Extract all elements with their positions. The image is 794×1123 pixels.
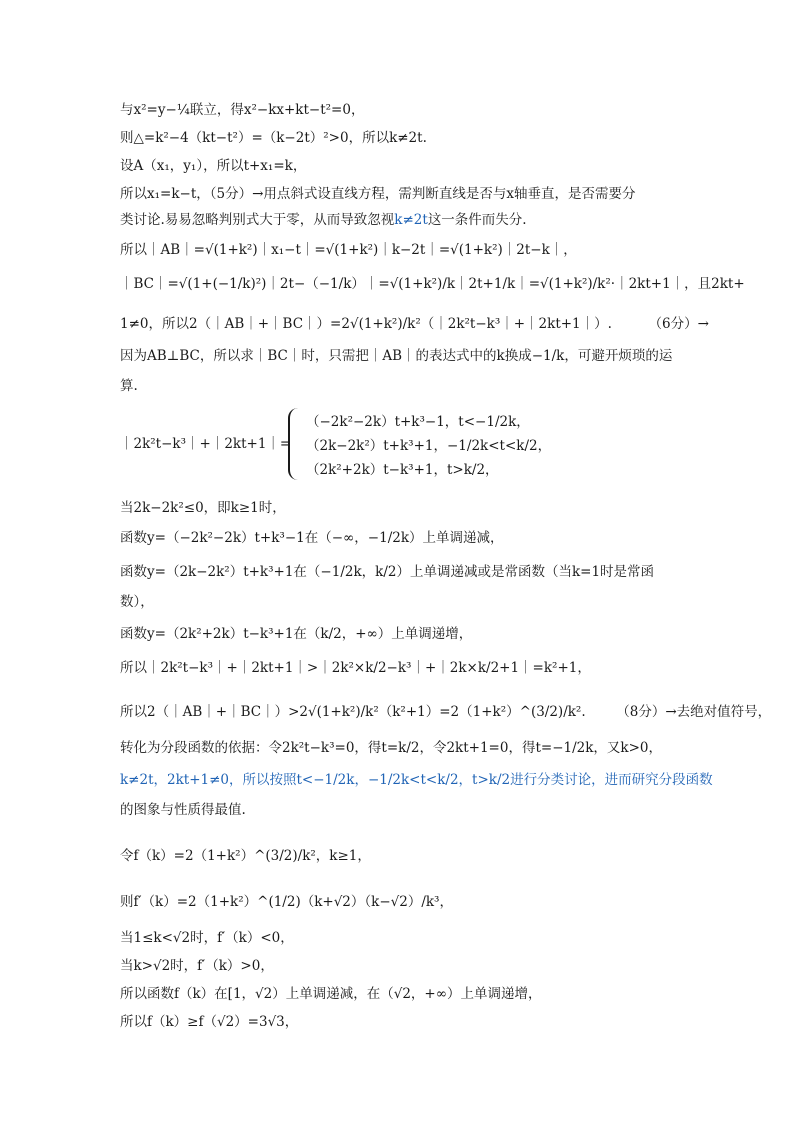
highlighted-condition: k≠2t	[394, 212, 428, 228]
text-segment: 这一条件而失分.	[427, 212, 527, 228]
piecewise-lhs: ｜2k²t−k³｜+｜2kt+1｜=	[120, 436, 292, 452]
text-line: 当1≤k<√2时，f′（k）<0，	[120, 930, 294, 946]
text-line: 所以x₁=k−t，（5分）→用点斜式设直线方程，需判断直线是否与x轴垂直，是否需要分	[120, 186, 636, 202]
text-segment: 所以2（｜AB｜+｜BC｜）>2√(1+k²)/k²（k²+1）=2（1+k²）^(3/2)/k².	[120, 704, 586, 720]
text-line: 数），	[120, 594, 154, 610]
text-line: 当2k−2k²≤0，即k≥1时，	[120, 500, 286, 516]
text-line: 设A（x₁，y₁），所以t+x₁=k，	[120, 158, 307, 174]
piecewise-case: （2k−2k²）t+k³+1，−1/2k<t<k/2，	[306, 438, 552, 454]
piecewise-case: （−2k²−2k）t+k³−1，t<−1/2k，	[306, 414, 530, 430]
text-line	[120, 210, 527, 230]
text-line: 函数y=（−2k²−2k）t+k³−1在（−∞，−1/2k）上单调递减，	[120, 530, 504, 546]
score-note: （8分）→去绝对值符号，	[616, 704, 772, 720]
text-line: 函数y=（2k−2k²）t+k³+1在（−1/2k，k/2）上单调递减或是常函数（当k=1时是常函	[120, 564, 655, 580]
text-line: 的图象与性质得最值.	[120, 802, 246, 818]
text-line: 则f′（k）=2（1+k²）^(1/2)（k+√2）（k−√2）/k³，	[120, 894, 453, 910]
text-line: 算.	[120, 378, 138, 394]
text-segment: 类讨论.易易忽略判别式大于零，从而导致忽视	[120, 212, 395, 228]
text-line: 则△=k²−4（kt−t²）=（k−2t）²>0，所以k≠2t.	[120, 130, 427, 146]
text-line	[120, 702, 771, 722]
left-brace	[288, 408, 300, 480]
text-line: ｜BC｜=√(1+(−1/k)²)｜2t−（−1/k）｜=√(1+k²)/k｜2t+1/k｜=√(1+k²)/k²·｜2kt+1｜，且2kt+	[120, 276, 745, 292]
text-line: 所以f（k）≥f（√2）=3√3，	[120, 1014, 299, 1030]
text-line: 转化为分段函数的依据：令2k²t−k³=0，得t=k/2，令2kt+1=0，得t=−1/2k，又k>0，	[120, 740, 662, 756]
text-line: 当k>√2时，f′（k）>0，	[120, 958, 274, 974]
score-note: （6分）→	[648, 316, 709, 332]
text-line: 函数y=（2k²+2k）t−k³+1在（k/2，+∞）上单调递增，	[120, 626, 473, 642]
text-line	[120, 314, 709, 334]
text-line: 所以｜2k²t−k³｜+｜2kt+1｜>｜2k²×k/2−k³｜+｜2k×k/2+1｜=k²+1，	[120, 660, 591, 676]
piecewise-case: （2k²+2k）t−k³+1，t>k/2，	[306, 462, 499, 478]
text-line: 所以｜AB｜=√(1+k²)｜x₁−t｜=√(1+k²)｜k−2t｜=√(1+k²)｜2t−k｜，	[120, 242, 577, 258]
text-line: 因为AB⊥BC，所以求｜BC｜时，只需把｜AB｜的表达式中的k换成−1/k，可避开烦琐的运	[120, 348, 673, 364]
text-line: 与x²=y−¼联立，得x²−kx+kt−t²=0，	[120, 102, 365, 118]
text-line: 令f（k）=2（1+k²）^(3/2)/k²，k≥1，	[120, 848, 371, 864]
text-segment: 1≠0，所以2（｜AB｜+｜BC｜）=2√(1+k²)/k²（｜2k²t−k³｜+｜2kt+1｜）.	[120, 316, 612, 332]
text-line: k≠2t，2kt+1≠0，所以按照t<−1/2k，−1/2k<t<k/2，t>k/2进行分类讨论，进而研究分段函数	[120, 772, 713, 788]
text-line: 所以函数f（k）在[1，√2）上单调递减，在（√2，+∞）上单调递增，	[120, 986, 542, 1002]
